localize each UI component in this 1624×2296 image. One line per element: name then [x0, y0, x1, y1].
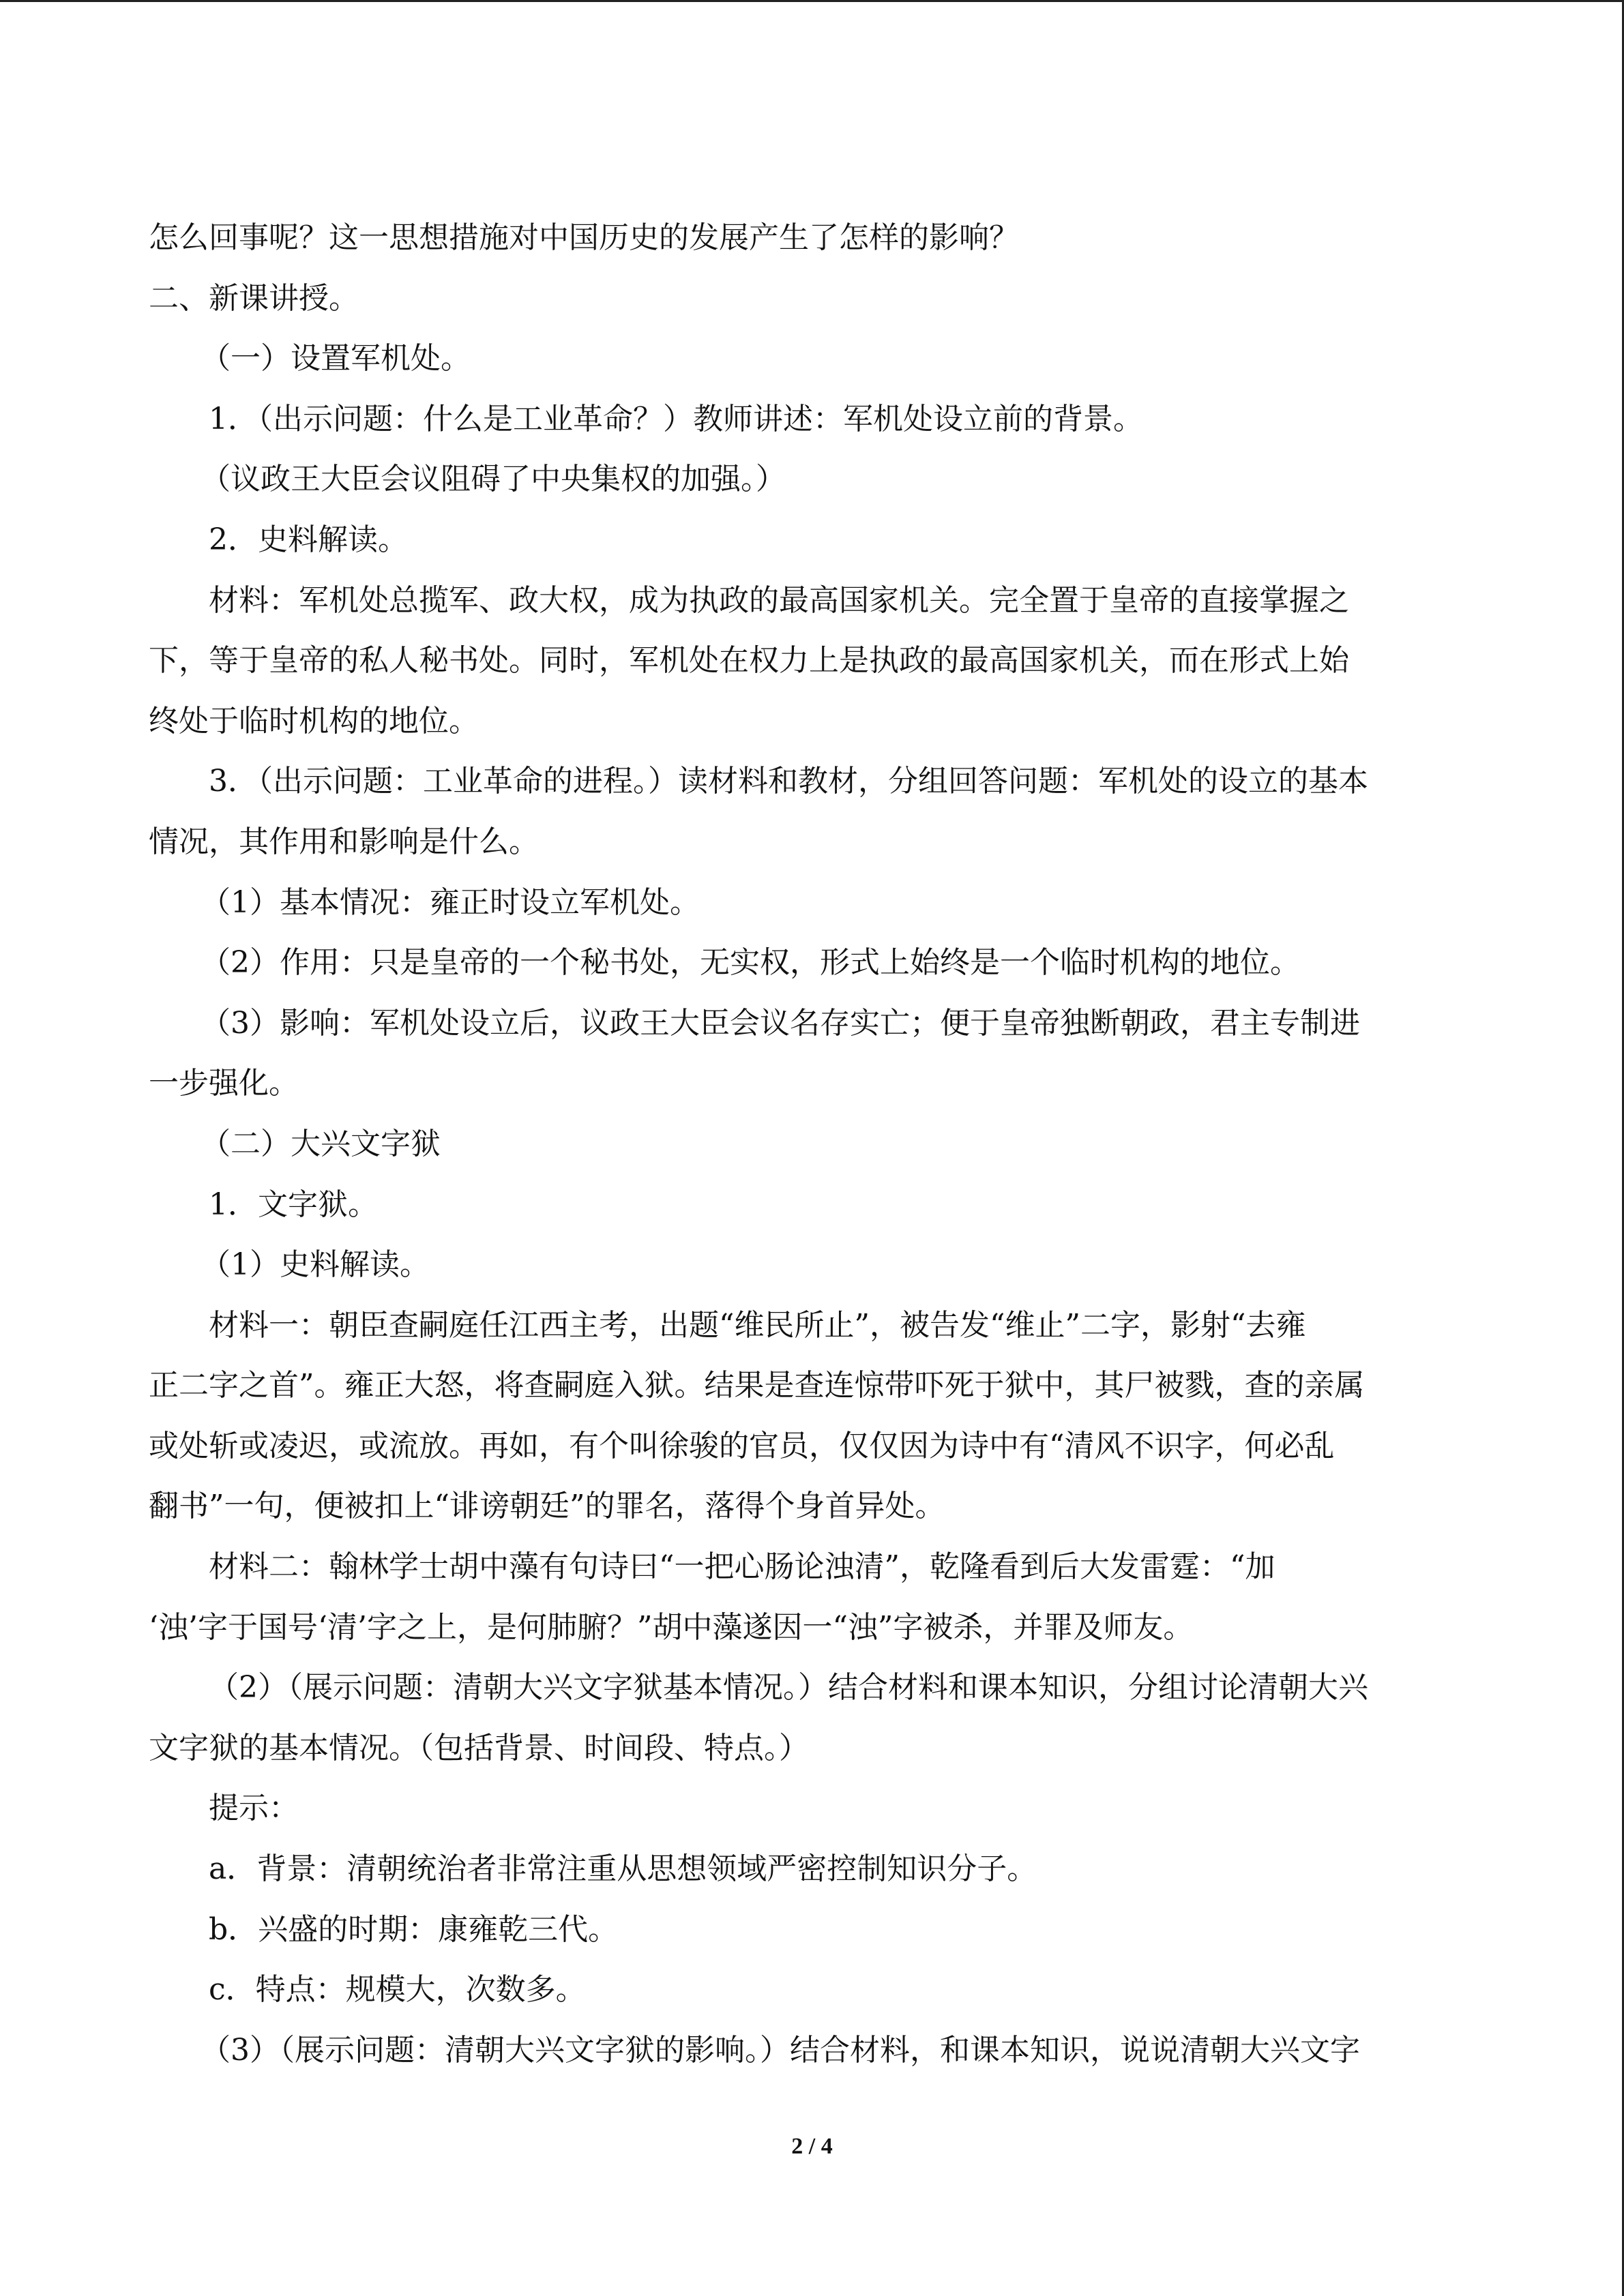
text-line: 3．（出示问题：工业革命的进程。）读材料和教材，分组回答问题：军机处的设立的基本 [209, 764, 1368, 799]
page-number: 2 / 4 [791, 2134, 833, 2159]
subsection-heading: （二）大兴文字狱 [201, 1126, 441, 1161]
text-line: 1．（出示问题：什么是工业革命？）教师讲述：军机处设立前的背景。 [209, 401, 1143, 436]
text-line: 终处于临时机构的地位。 [149, 703, 479, 739]
text-line: 2．史料解读。 [209, 522, 408, 557]
text-line: （1）基本情况：雍正时设立军机处。 [201, 884, 700, 920]
section-heading: 二、新课讲授。 [149, 280, 359, 316]
text-line: 材料：军机处总揽军、政大权，成为执政的最高国家机关。完全置于皇帝的直接掌握之 [209, 582, 1349, 618]
text-line: （2）作用：只是皇帝的一个秘书处，无实权，形式上始终是一个临时机构的地位。 [201, 945, 1300, 981]
text-line: b．兴盛的时期：康雍乾三代。 [209, 1911, 619, 1947]
text-line: 1．文字狱。 [209, 1187, 378, 1222]
text-line: c．特点：规模大，次数多。 [209, 1972, 586, 2008]
document-body [149, 208, 1475, 2081]
text-line: （3）（展示问题：清朝大兴文字狱的影响。）结合材料，和课本知识，说说清朝大兴文字 [201, 2032, 1360, 2068]
text-line: （议政王大臣会议阻碍了中央集权的加强。） [201, 462, 786, 497]
text-line: 材料一：朝臣查嗣庭任江西主考，出题“维民所止”，被告发“维止”二字，影射“去雍 [209, 1307, 1306, 1343]
text-line: ‘浊’字于国号‘清’字之上，是何肺腑？”胡中藻遂因一“浊”字被杀，并罪及师友。 [149, 1609, 1194, 1645]
text-line: （1）史料解读。 [201, 1247, 430, 1283]
text-line: 正二字之首”。雍正大怒，将查嗣庭入狱。结果是查连惊带吓死于狱中，其尸被戮，查的亲属 [149, 1368, 1365, 1403]
text-line: 材料二：翰林学士胡中藻有句诗曰“一把心肠论浊清”，乾隆看到后大发雷霆：“加 [209, 1549, 1275, 1585]
text-line: 一步强化。 [149, 1066, 299, 1101]
text-line: 下，等于皇帝的私人秘书处。同时，军机处在权力上是执政的最高国家机关，而在形式上始 [149, 643, 1349, 679]
text-line: 提示： [209, 1791, 299, 1826]
text-line: （3）影响：军机处设立后，议政王大臣会议名存实亡；便于皇帝独断朝政，君主专制进 [201, 1005, 1360, 1041]
text-line: 或处斩或凌迟，或流放。再如，有个叫徐骏的官员，仅仅因为诗中有“清风不识字，何必乱 [149, 1428, 1335, 1463]
text-line: 文字狱的基本情况。（包括背景、时间段、特点。） [149, 1730, 809, 1765]
text-line: 怎么回事呢？这一思想措施对中国历史的发展产生了怎样的影响？ [149, 220, 1019, 255]
text-line: 情况，其作用和影响是什么。 [149, 824, 539, 859]
text-line: （2）（展示问题：清朝大兴文字狱基本情况。）结合材料和课本知识，分组讨论清朝大兴 [209, 1670, 1368, 1705]
subsection-heading: （一）设置军机处。 [201, 341, 471, 376]
text-line: 翻书”一句，便被扣上“诽谤朝廷”的罪名，落得个身首异处。 [149, 1489, 945, 1524]
text-line: a．背景：清朝统治者非常注重从思想领域严密控制知识分子。 [209, 1851, 1037, 1887]
